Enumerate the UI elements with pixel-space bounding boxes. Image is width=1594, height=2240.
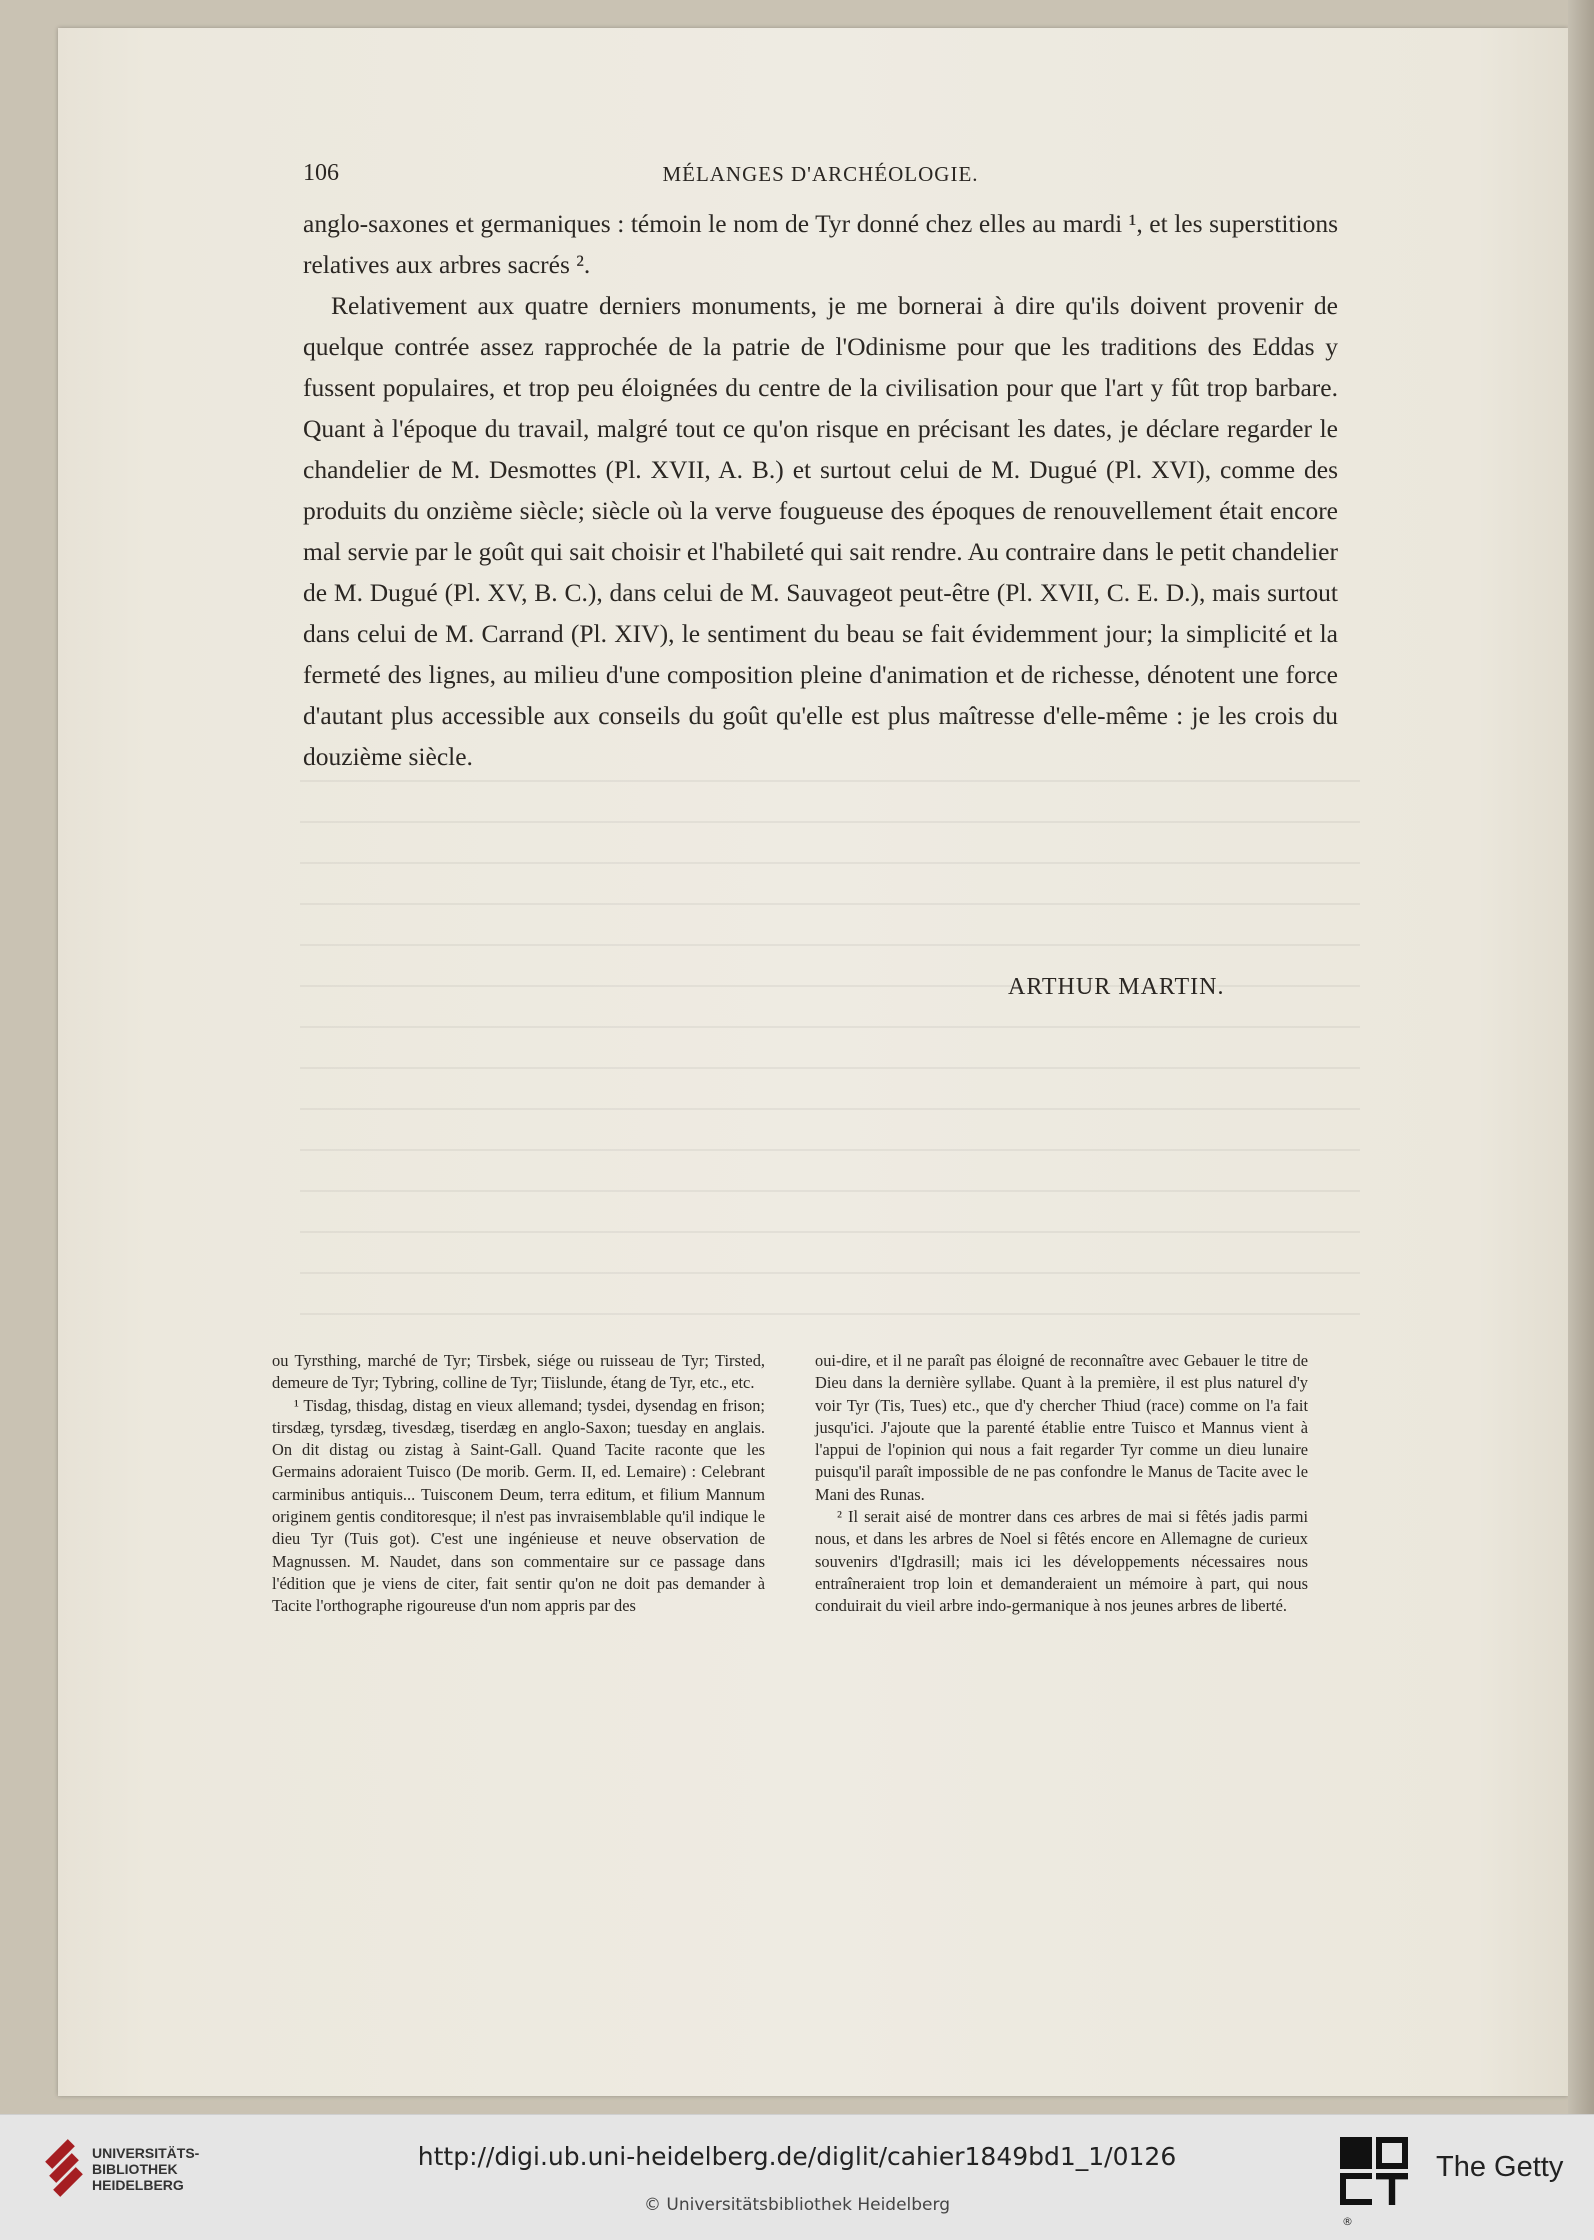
footnote-continuation: ou Tyrsthing, marché de Tyr; Tirsbek, siége ou ruisseau de Tyr; Tirsted, demeure de Tyr; Tybring, colline de Tyr; Tiislunde, étang de Tyr, etc., etc. xyxy=(272,1351,765,1393)
institution-line-2: BIBLIOTHEK xyxy=(92,2161,178,2177)
page-edge xyxy=(1568,0,1594,2114)
paragraph-2: Relativement aux quatre derniers monuments, je me bornerai à dire qu'ils doivent provenir de quelque contrée assez rapprochée de la patrie de l'Odinisme pour que les traditions des Eddas y fussent populaires, et trop peu éloignées du centre de la civilisation pour que l'art y fût trop barbare. Quant à l'époque du travail, malgré tout ce qu'on risque en précisant les dates, je déclare regarder le chandelier de M. Desmottes (Pl. XVII, A. B.) et surtout celui de M. Dugué (Pl. XVI), comme des produits du onzième siècle; siècle où la verve fougueuse des époques de renouvellement était encore mal servie par le goût qui sait choisir et l'habileté qui sait rendre. Au contraire dans le petit chandelier de M. Dugué (Pl. XV, B. C.), dans celui de M. Sauvageot peut-être (Pl. XVII, C. E. D.), mais surtout dans celui de M. Carrand (Pl. XIV), le sentiment du beau se fait évidemment jour; la simplicité et la fermeté des lignes, au milieu d'une composition pleine d'animation et de richesse, dénotent une force d'autant plus accessible aux conseils du goût qu'elle est plus maîtresse d'elle-même : je les crois du douzième siècle. xyxy=(303,291,1338,771)
institution-line-3: HEIDELBERG xyxy=(92,2177,184,2193)
running-title: MÉLANGES D'ARCHÉOLOGIE. xyxy=(662,162,979,186)
getty-logo-icon[interactable] xyxy=(1340,2137,1408,2209)
main-text xyxy=(303,203,1338,777)
footnote-2: ² Il serait aisé de montrer dans ces arbres de mai si fêtés jadis parmi nous, et dans les arbres de Noel si fêtés encore en Allemagne de curieux souvenirs d'Igdrasill; mais ici les développements nécessaires nous entraîneraient trop loin et demanderaient un mémoire à part, qui nous conduirait du vieil arbre indo-germanique à nos jeunes arbres de liberté. xyxy=(815,1507,1308,1616)
getty-name[interactable]: The Getty xyxy=(1436,2151,1564,2183)
footnotes-right-column xyxy=(815,1350,1308,1618)
show-through-text xyxy=(300,780,1360,1340)
footnotes-left-column xyxy=(272,1350,765,1618)
footnote-1-continuation: oui-dire, et il ne paraît pas éloigné de reconnaître avec Gebauer le titre de Dieu dans la dernière syllabe. Quant à la première, il est plus naturel d'y voir Tyr (Tis, Tues) etc., que d'y chercher Thiud (race) comme on l'a fait jusqu'ici. J'ajoute que la parenté établie entre Tuisco et Mannus vient à l'appui de l'opinion qui nous a fait regarder Tyr comme un dieu lunaire puisqu'il paraît impossible de ne pas confondre le Manus de Tacite avec le Mani des Runas. xyxy=(815,1351,1308,1504)
viewer-footer xyxy=(0,2114,1594,2240)
footnote-1: ¹ Tisdag, thisdag, distag en vieux allemand; tysdei, dysendag en frison; tirsdæg, tyrsdæg, tivesdæg, tiserdæg en anglo-Saxon; tuesday en anglais. On dit distag ou zistag à Saint-Gall. Quand Tacite raconte que les Germains adoraient Tuisco (De morib. Germ. II, ed. Lemaire) : Celebrant carminibus antiquis... Tuisconem Deum, terra editum, et filium Mannum originem gentis conditoresque; il n'est pas invraisemblable qu'il indique le dieu Tyr (Tuis got). C'est une ingénieuse et neuve observation de Magnussen. M. Naudet, dans son commentaire sur ce passage dans l'édition que je viens de citer, fait sentir qu'on ne doit pas demander à Tacite l'orthographe rigoureuse d'un nom appris par des xyxy=(272,1395,765,1616)
copyright-notice: © Universitätsbibliothek Heidelberg xyxy=(643,2195,950,2215)
permalink-url[interactable]: http://digi.ub.uni-heidelberg.de/diglit/cahier1849bd1_1/0126 xyxy=(417,2142,1177,2171)
author-signature: ARTHUR MARTIN. xyxy=(1008,974,1225,1000)
paragraph-1: anglo-saxones et germaniques : témoin le nom de Tyr donné chez elles au mardi ¹, et les superstitions relatives aux arbres sacrés ². xyxy=(303,209,1338,279)
registered-mark: ® xyxy=(1342,2215,1353,2228)
institution-line-1: UNIVERSITÄTS- xyxy=(92,2145,200,2161)
page-header xyxy=(303,160,1338,192)
page-number: 106 xyxy=(303,160,339,186)
